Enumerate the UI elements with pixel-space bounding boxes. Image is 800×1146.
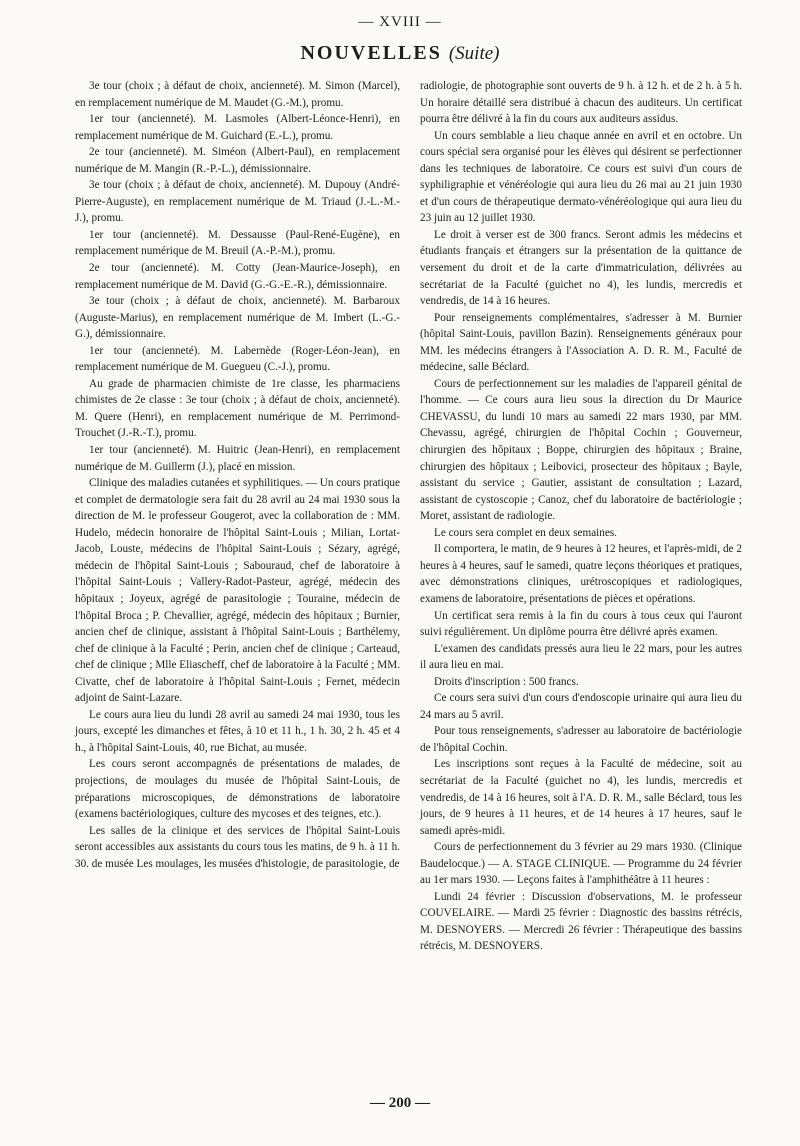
paragraph: 1er tour (ancienneté). M. Lasmoles (Albert-Léonce-Henri), en remplacement numérique de M. Guichard (E.-L.), promu.	[75, 113, 400, 142]
page-number: — 200 —	[370, 1095, 430, 1111]
paragraph: Pour tous renseignements, s'adresser au laboratoire de bactériologie de l'hôpital Cochin.	[420, 725, 742, 754]
paragraph: 2e tour (ancienneté). M. Siméon (Albert-Paul), en remplacement numérique de M. Mangin (R.-P.-L.), démissionnaire.	[75, 146, 400, 175]
paragraph: Pour renseignements complémentaires, s'adresser à M. Burnier (hôpital Saint-Louis, pavillon Bazin). Renseignements généraux pour MM. les médecins étrangers à l'Association A. D. R. M., Faculté de médecine, salle Béclard.	[420, 311, 742, 374]
paragraph: 3e tour (choix ; à défaut de choix, ancienneté). M. Dupouy (André-Pierre-Auguste), en remplacement numérique de M. Triaud (J.-L.-M.-J.), promu.	[75, 179, 400, 225]
paragraph: Cours de perfectionnement sur les maladies de l'appareil génital de l'homme. — Ce cours aura lieu sous la direction du Dr Maurice CHEVASSU, du lundi 10 mars au samedi 22 mars 1930, par MM. Chevassu, agrégé, chirurgien de l'hôpital Cochin ; Gouverneur, chirurgien des hôpitaux ; Boppe, chirurgien des hôpitaux ; Braine, chirurgien des hôpitaux ; Leibovici, prosecteur des hôpitaux ; Bayle, assistant du service ; Gautier, assistant de consultation ; Lazard, assistant de cystoscopie ; Canoz, chef du laboratoire de bactériologie ; Moret, assistant de radiologie.	[420, 377, 742, 523]
left-column	[75, 78, 400, 872]
paragraph: Droits d'inscription : 500 francs.	[434, 675, 579, 688]
paragraph: Le cours sera complet en deux semaines.	[434, 526, 617, 539]
paragraph: Au grade de pharmacien chimiste de 1re classe, les pharmaciens chimistes de 2e classe : 3e tour (choix ; à défaut de choix, ancienneté). M. Quere (Henri), en remplacement numérique de M. Perrimond-Trouchet (J.-R.-T.), promu.	[75, 377, 400, 440]
paragraph: 1er tour (ancienneté). M. Dessausse (Paul-René-Eugène), en remplacement numérique de M. Breuil (A.-P.-M.), promu.	[75, 228, 400, 258]
paragraph: Le cours aura lieu du lundi 28 avril au samedi 24 mai 1930, tous les jours, excepté les dimanches et fêtes, à 10 et 11 h., 1 h. 30, 2 h. 45 et 4 h., à l'hôpital Saint-Louis, 40, rue Bichat, au musée.	[75, 708, 400, 754]
paragraph: Un certificat sera remis à la fin du cours à tous ceux qui l'auront suivi régulièrement. Un diplôme pourra être délivré après examen.	[420, 609, 742, 639]
paragraph: Ce cours sera suivi d'un cours d'endoscopie urinaire qui aura lieu du 24 mars au 5 avril.	[420, 692, 742, 721]
paragraph: 2e tour (ancienneté). M. Cotty (Jean-Maurice-Joseph), en remplacement numérique de M. David (G.-G.-E.-R.), démissionnaire.	[75, 262, 400, 291]
paragraph: 1er tour (ancienneté). M. Huitric (Jean-Henri), en remplacement numérique de M. Guillerm (J.), placé en mission.	[75, 444, 400, 473]
right-column	[420, 78, 742, 955]
paragraph: 3e tour (choix ; à défaut de choix, ancienneté). M. Simon (Marcel), en remplacement numérique de M. Maudet (G.-M.), promu.	[75, 80, 400, 109]
paragraph: Le droit à verser est de 300 francs. Seront admis les médecins et étudiants français et étrangers sur la présentation de la quittance de versement du droit et de la carte d'immatriculation, délivrées au secrétariat de la Faculté (guichet no 4), les lundis, mercredis et vendredis, de 14 à 16 heures.	[420, 228, 742, 308]
paragraph: 1er tour (ancienneté). M. Labernède (Roger-Léon-Jean), en remplacement numérique de M. Guegueu (C.-J.), promu.	[75, 344, 400, 374]
paragraph: Les inscriptions sont reçues à la Faculté de médecine, soit au secrétariat de la Faculté (guichet no 4), les lundis, mercredis et vendredis, de 14 à 16 heures, soit à l'A. D. R. M., salle Béclard, tous les jours, de 9 heures à 11 heures, et de 14 heures à 17 heures, sauf le samedi après-midi.	[420, 758, 742, 837]
paragraph: Les cours seront accompagnés de présentations de malades, de projections, de moulages du musée de l'hôpital Saint-Louis, de préparations microscopiques, de démonstrations de laboratoire (examens bactériologiques, culture des mycoses et des teignes, etc.).	[75, 758, 400, 821]
paragraph: Les salles de la clinique et des services de l'hôpital Saint-Louis seront accessibles aux assistants du cours tous les matins, de 9 h. à 11 h. 30. de musée Les moulages, les musées d'histologie, de parasitologie, de	[75, 824, 400, 870]
paragraph: radiologie, de photographie sont ouverts de 9 h. à 12 h. et de 2 h. à 5 h. Un horaire détaillé sera distribué à chacun des auditeurs. Un certificat pourra être délivré à la fin du cours aux auditeurs assidus.	[420, 80, 742, 126]
page-folio: — XVIII —	[358, 14, 442, 30]
paragraph: Clinique des maladies cutanées et syphilitiques. — Un cours pratique et complet de dermatologie sera fait du 28 avril au 24 mai 1930 sous la direction de M. le professeur Gougerot, avec la collaboration de : MM. Hudelo, médecin honoraire de l'hôpital Saint-Louis ; Milian, Lortat-Jacob, Louste, médecins de l'hôpital Saint-Louis ; Sézary, agrégé, médecin de l'hôpital Saint-Louis ; Sabouraud, chef de laboratoire à l'hôpital Saint-Louis ; Vallery-Radot-Pasteur, agrégé, médecin des hôpitaux ; Joyeux, agrégé de parasitologie ; Touraine, médecin de l'hôpital Broca ; P. Chevallier, agrégé, médecin des hôpitaux ; Burnier, ancien chef de clinique, assistant à l'hôpital Saint-Louis ; Barthélemy, chef de clinique à la Faculté ; Perin, ancien chef de clinique ; Carteaud, chef de clinique ; Mlle Eliascheff, chef de laboratoire à la Faculté ; MM. Civatte, chef de laboratoire à l'hôpital Saint-Louis ; Fernet, médecin adjoint de Saint-Lazare.	[75, 477, 400, 705]
paragraph: L'examen des candidats pressés aura lieu le 22 mars, pour les autres il aura lieu en mai.	[420, 642, 742, 672]
paragraph: 3e tour (choix ; à défaut de choix, ancienneté). M. Barbaroux (Auguste-Marius), en remplacement numérique de M. Imbert (L.-G.-G.), démissionnaire.	[75, 295, 400, 341]
title-subtitle: (Suite)	[448, 43, 500, 64]
title-main: NOUVELLES	[300, 42, 442, 64]
paragraph: Il comportera, le matin, de 9 heures à 12 heures, et l'après-midi, de 2 heures à 4 heures, sauf le samedi, quatre leçons théoriques et pratiques, avec démonstrations cliniques, urétroscopiques et radiologiques, examens de laboratoire, présentations de pièces et opérations.	[420, 543, 742, 605]
page-title	[0, 42, 800, 65]
paragraph: Lundi 24 février : Discussion d'observations, M. le professeur COUVELAIRE. — Mardi 25 février : Diagnostic des bassins rétrécis, M. DESNOYERS. — Mercredi 26 février : Thérapeutique des bassins rétrécis, M. DESNOYERS.	[420, 890, 742, 953]
paragraph: Un cours semblable a lieu chaque année en avril et en octobre. Un cours spécial sera organisé pour les élèves qui désirent se perfectionner dans les techniques de laboratoire. Ce cours est suivi d'un cours de syphiligraphie et vénéréologie qui aura lieu du 26 mai au 21 juin 1930 et d'un cours de thérapeutique dermato-vénéréologique qui aura lieu du 23 juin au 12 juillet 1930.	[420, 129, 742, 225]
paragraph: Cours de perfectionnement du 3 février au 29 mars 1930. (Clinique Baudelocque.) — A. STAGE CLINIQUE. — Programme du 24 février au 1er mars 1930. — Leçons faites à l'amphithéâtre à 11 heures :	[420, 841, 742, 887]
